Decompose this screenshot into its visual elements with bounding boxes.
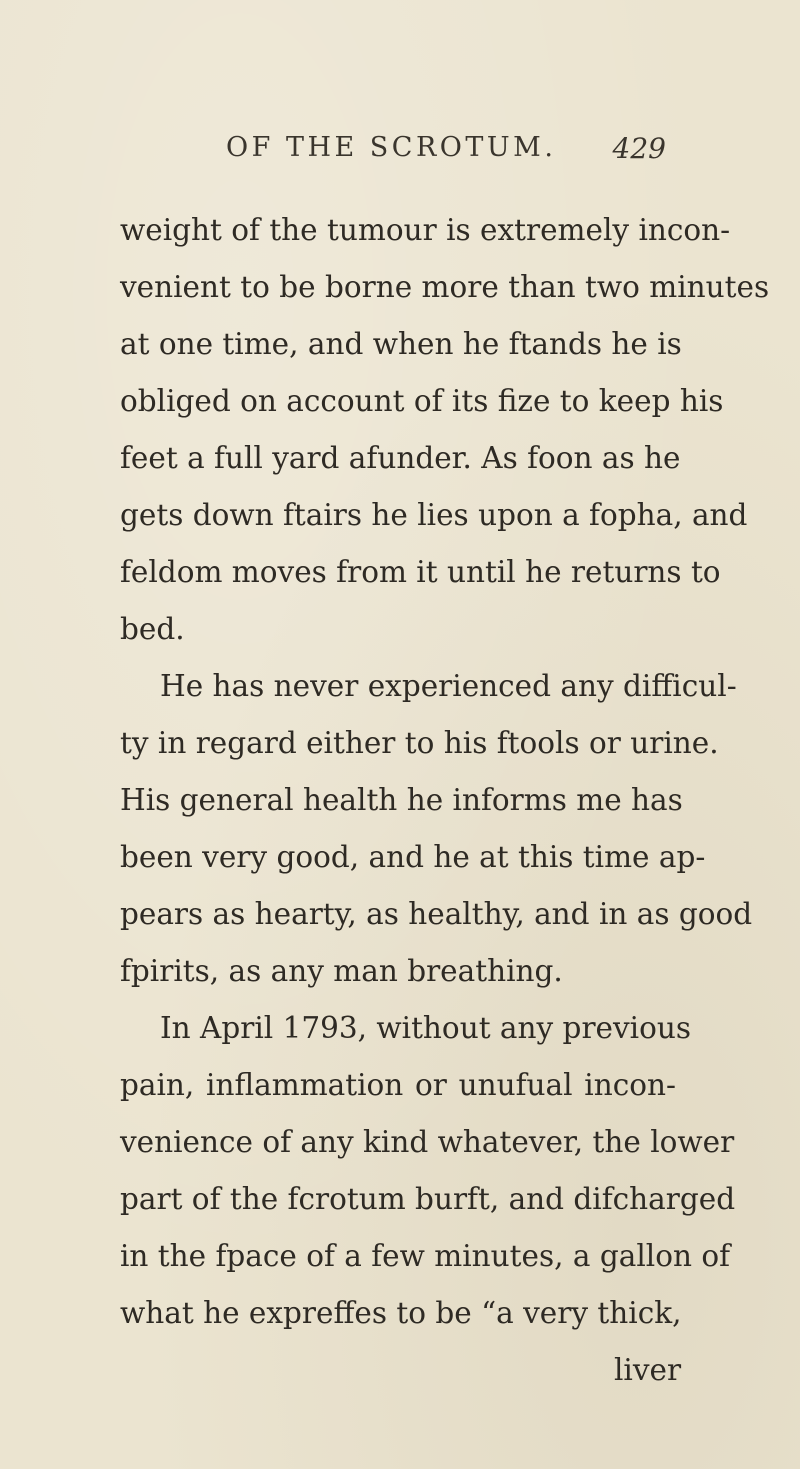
- text-line: been very good, and he at this time ap-: [120, 840, 706, 874]
- text-line: feet a full yard afunder. As foon as he: [120, 441, 681, 475]
- text-line: venience of any kind whatever, the lower: [120, 1125, 735, 1159]
- text-line: bed.: [120, 612, 185, 646]
- text-line: part of the fcrotum burft, and difcharged: [120, 1182, 736, 1216]
- text-line: gets down ftairs he lies upon a fopha, and: [120, 498, 748, 532]
- text-line: obliged on account of its fize to keep his: [120, 384, 724, 418]
- text-line: in the fpace of a few minutes, a gallon of: [120, 1239, 731, 1273]
- text-line: pain, inflammation or unufual incon-: [120, 1068, 676, 1102]
- text-line: at one time, and when he ftands he is: [120, 327, 682, 361]
- text-line: fpirits, as any man breathing.: [120, 954, 563, 988]
- page-number: 429: [612, 132, 666, 165]
- text-line: feldom moves from it until he returns to: [120, 555, 721, 589]
- text-line: ty in regard either to his ftools or urine.: [120, 726, 719, 760]
- paragraph-start-line: He has never experienced any difficul-: [160, 669, 737, 703]
- paragraph-start-line: In April 1793, without any previous: [160, 1011, 691, 1045]
- text-line: what he expreffes to be “a very thick,: [120, 1296, 682, 1330]
- text-line: weight of the tumour is extremely incon-: [120, 213, 731, 247]
- catchword: liver: [614, 1353, 682, 1387]
- text-line: pears as hearty, as healthy, and in as good: [120, 897, 753, 931]
- text-line: His general health he informs me has: [120, 783, 683, 817]
- text-line: venient to be borne more than two minutes: [120, 270, 770, 304]
- page-header: [226, 132, 666, 176]
- running-title: OF THE SCROTUM.: [226, 132, 557, 163]
